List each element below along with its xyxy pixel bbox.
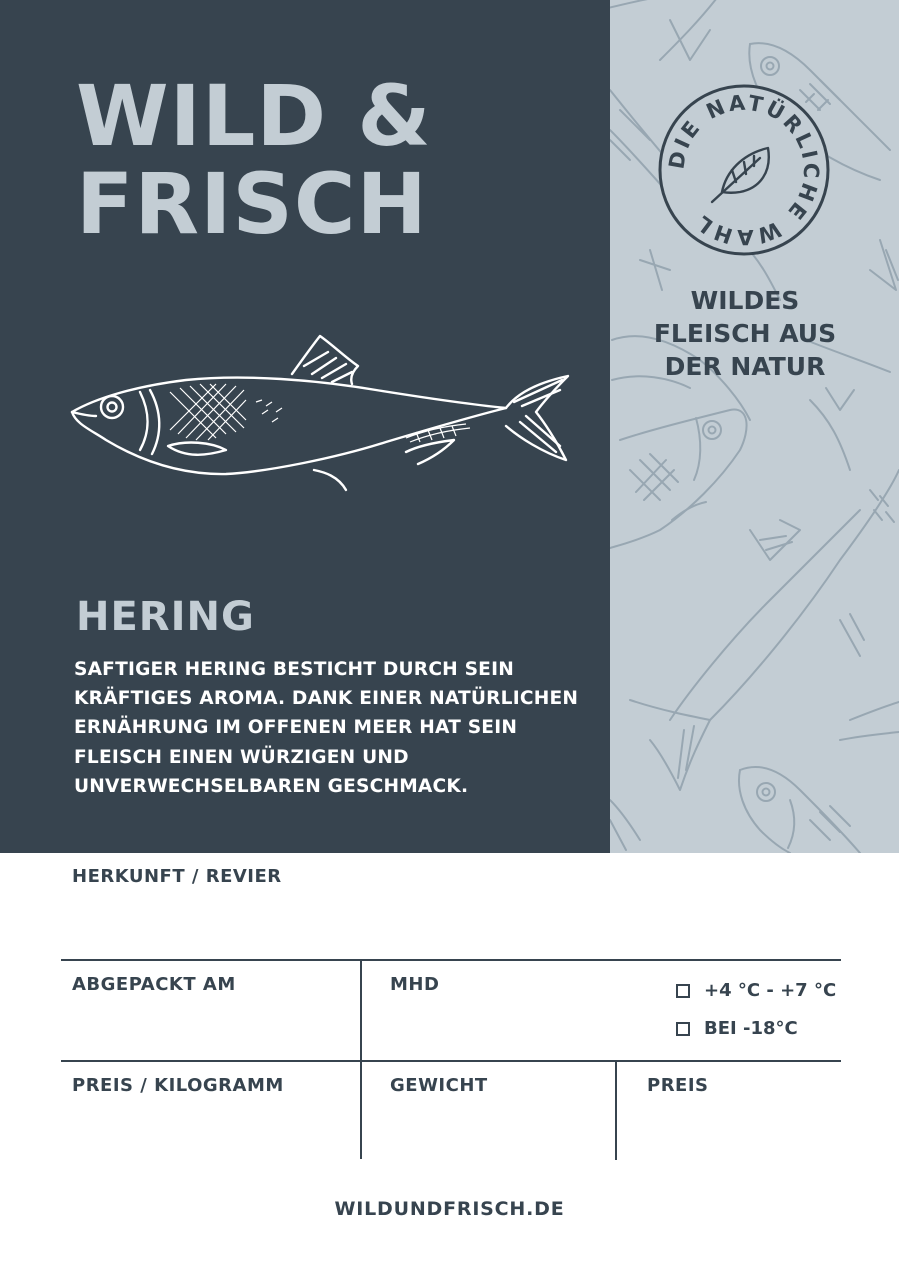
price-per-kg-label: PREIS / KILOGRAMM	[72, 1075, 284, 1096]
divider-vertical-1	[360, 959, 362, 1159]
storage-option-frozen[interactable]	[676, 1018, 798, 1039]
natural-choice-stamp-icon	[656, 82, 832, 258]
tagline-line2: FLEISCH AUS	[653, 319, 837, 348]
packed-date-label: ABGEPACKT AM	[72, 974, 236, 995]
hero-panel	[0, 0, 610, 853]
stamp-text: DIE NATÜRLICHE WAHL	[664, 90, 824, 250]
storage-checkbox-chilled[interactable]	[676, 984, 690, 998]
tagline-line3: DER NATUR	[664, 352, 826, 381]
price-label: PREIS	[647, 1075, 709, 1096]
storage-option-chilled[interactable]	[676, 980, 836, 1001]
weight-label: GEWICHT	[390, 1075, 488, 1096]
storage-label-chilled: +4 °C - +7 °C	[704, 980, 837, 1001]
product-name: HERING	[76, 594, 255, 640]
brand-title	[76, 67, 432, 253]
storage-checkbox-frozen[interactable]	[676, 1022, 690, 1036]
tagline-line1: WILDES	[690, 286, 800, 315]
best-before-label: MHD	[390, 974, 440, 995]
brand-title-line1: WILD &	[76, 67, 432, 165]
website-link[interactable]: WILDUNDFRISCH.DE	[334, 1198, 565, 1220]
product-description: SAFTIGER HERING BESTICHT DURCH SEIN KRÄFTIGES AROMA. DANK EINER NATÜRLICHEN ERNÄHRUNG IM OFFENEN MEER HAT SEIN FLEISCH EINEN WÜRZIGEN UND UNVERWECHSELBAREN GESCHMACK.	[74, 659, 579, 797]
storage-label-frozen: BEI -18°C	[704, 1018, 798, 1039]
divider-top	[61, 959, 841, 961]
divider-middle	[61, 1060, 841, 1062]
tagline	[630, 284, 860, 383]
herring-illustration-icon	[66, 330, 576, 495]
brand-title-line2: FRISCH	[76, 155, 428, 253]
pattern-panel	[610, 0, 899, 853]
divider-vertical-2	[615, 1060, 617, 1160]
origin-label: HERKUNFT / REVIER	[72, 866, 282, 887]
